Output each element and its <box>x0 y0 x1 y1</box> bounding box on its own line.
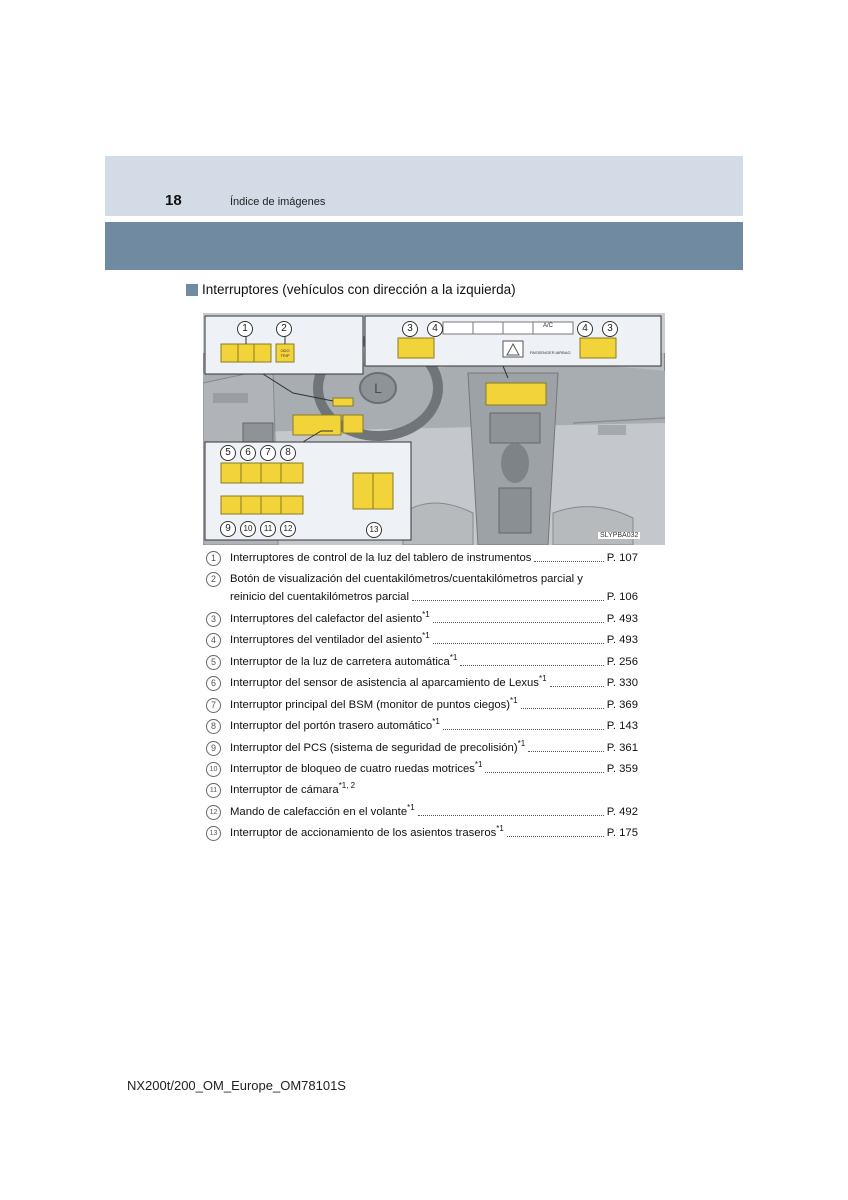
legend-label: Interruptores del ventilador del asiento <box>230 634 423 647</box>
legend-label: Interruptores del calefactor del asiento <box>230 612 423 625</box>
legend-item <box>206 781 638 799</box>
legend-item <box>206 739 638 757</box>
ac-label: A/C <box>543 323 554 329</box>
legend-number: 2 <box>206 572 221 587</box>
legend-item <box>206 760 638 778</box>
legend-page-ref[interactable]: P. 369 <box>606 698 638 711</box>
legend-label: Interruptor de cámara <box>230 784 339 797</box>
page-number: 18 <box>165 192 182 209</box>
legend-number: 7 <box>206 698 221 713</box>
legend-list <box>206 549 638 846</box>
footnote-marker: *1 <box>496 824 504 834</box>
passenger-airbag-label: PASSENGER AIRBAG <box>530 350 571 355</box>
legend-page-ref[interactable]: P. 492 <box>606 805 638 818</box>
legend-label: Mando de calefacción en el volante <box>230 805 408 818</box>
legend-label: Interruptor de accionamiento de los asientos traseros <box>230 827 497 840</box>
legend-item <box>206 824 638 842</box>
callout-1: 1 <box>237 321 253 337</box>
callout-8: 8 <box>280 445 296 461</box>
leader-dots <box>412 600 604 601</box>
legend-page-ref[interactable]: P. 493 <box>606 612 638 625</box>
callout-4-left: 4 <box>427 321 443 337</box>
legend-page-ref[interactable]: P. 493 <box>606 634 638 647</box>
section-heading-text: Interruptores (vehículos con dirección a la izquierda) <box>202 282 516 297</box>
legend-label: Interruptor de la luz de carretera automática <box>230 655 450 668</box>
legend-number: 8 <box>206 719 221 734</box>
legend-page-ref[interactable]: P. 330 <box>606 677 638 690</box>
legend-label: Interruptor del portón trasero automático <box>230 720 433 733</box>
legend-label: Interruptor principal del BSM (monitor de puntos ciegos) <box>230 698 511 711</box>
legend-page-ref[interactable]: P. 359 <box>606 762 638 775</box>
header-band <box>105 156 743 216</box>
footnote-marker: *1 <box>474 759 483 769</box>
legend-label: Botón de visualización del cuentakilómetros/cuentakilómetros parcial y <box>230 573 583 586</box>
legend-number: 12 <box>206 805 221 820</box>
header-bar <box>105 222 743 270</box>
legend-item <box>206 570 638 606</box>
footnote-marker: *1 <box>422 609 430 619</box>
legend-number: 10 <box>206 762 221 777</box>
legend-item <box>206 696 638 714</box>
leader-dots <box>418 815 604 816</box>
footnote-marker: *1 <box>407 802 415 812</box>
legend-item <box>206 674 638 692</box>
legend-label: Interruptor de bloqueo de cuatro ruedas motrices <box>230 762 475 775</box>
legend-number: 5 <box>206 655 221 670</box>
footnote-marker: *1 <box>449 652 458 662</box>
footnote-marker: *1 <box>432 717 440 727</box>
legend-page-ref[interactable]: P. 143 <box>606 720 638 733</box>
legend-item <box>206 549 638 567</box>
legend-page-ref[interactable]: P. 256 <box>606 655 638 668</box>
callout-13: 13 <box>366 522 382 538</box>
dashboard-illustration <box>203 313 665 545</box>
legend-item <box>206 610 638 628</box>
leader-dots <box>433 622 604 623</box>
callout-7: 7 <box>260 445 276 461</box>
footnote-marker: *1 <box>422 631 430 641</box>
legend-number: 9 <box>206 741 221 756</box>
callout-5: 5 <box>220 445 236 461</box>
footnote-marker: *1, 2 <box>338 781 356 791</box>
legend-label: Interruptor del PCS (sistema de seguridad de precolisión) <box>230 741 518 754</box>
legend-label: Interruptores de control de la luz del tablero de instrumentos <box>230 552 532 564</box>
legend-number: 4 <box>206 633 221 648</box>
callout-3-right: 3 <box>602 321 618 337</box>
leader-dots <box>507 836 604 837</box>
leader-dots <box>460 665 603 666</box>
document-code: NX200t/200_OM_Europe_OM78101S <box>127 1078 346 1093</box>
legend-item <box>206 803 638 821</box>
callout-3-left: 3 <box>402 321 418 337</box>
footnote-marker: *1 <box>517 738 526 748</box>
legend-item <box>206 653 638 671</box>
callout-10: 10 <box>240 521 256 537</box>
leader-dots <box>521 708 604 709</box>
legend-item <box>206 717 638 735</box>
callout-11: 11 <box>260 521 276 537</box>
footnote-marker: *1 <box>538 674 547 684</box>
legend-item <box>206 631 638 649</box>
leader-dots <box>443 729 604 730</box>
legend-label: Interruptor del sensor de asistencia al aparcamiento de Lexus <box>230 677 539 690</box>
footnote-marker: *1 <box>510 695 518 705</box>
svg-text:L: L <box>374 380 382 396</box>
section-marker-icon <box>186 284 198 296</box>
chapter-title: Índice de imágenes <box>230 196 326 208</box>
legend-page-ref[interactable]: P. 175 <box>606 827 638 840</box>
legend-label-line2: reinicio del cuentakilómetros parcial <box>230 591 409 604</box>
callout-2: 2 <box>276 321 292 337</box>
odo-trip-label: ODO TRIP <box>280 348 290 358</box>
callout-box-lower-switches <box>205 431 411 540</box>
leader-dots <box>485 772 603 773</box>
legend-page-ref[interactable]: P. 361 <box>606 741 638 754</box>
callout-12: 12 <box>280 521 296 537</box>
section-heading <box>186 282 516 297</box>
callout-9: 9 <box>220 521 236 537</box>
figure-code: SLYPBA032 <box>600 532 639 539</box>
legend-page-ref[interactable]: P. 107 <box>606 552 638 564</box>
legend-number: 3 <box>206 612 221 627</box>
callout-4-right: 4 <box>577 321 593 337</box>
leader-dots <box>550 686 604 687</box>
leader-dots <box>534 561 603 562</box>
leader-dots <box>528 751 604 752</box>
leader-dots <box>433 643 604 644</box>
legend-number: 1 <box>206 551 221 566</box>
callout-6: 6 <box>240 445 256 461</box>
legend-page-ref[interactable]: P. 106 <box>606 591 638 604</box>
legend-number: 13 <box>206 826 221 841</box>
legend-number: 6 <box>206 676 221 691</box>
legend-number: 11 <box>206 783 221 798</box>
